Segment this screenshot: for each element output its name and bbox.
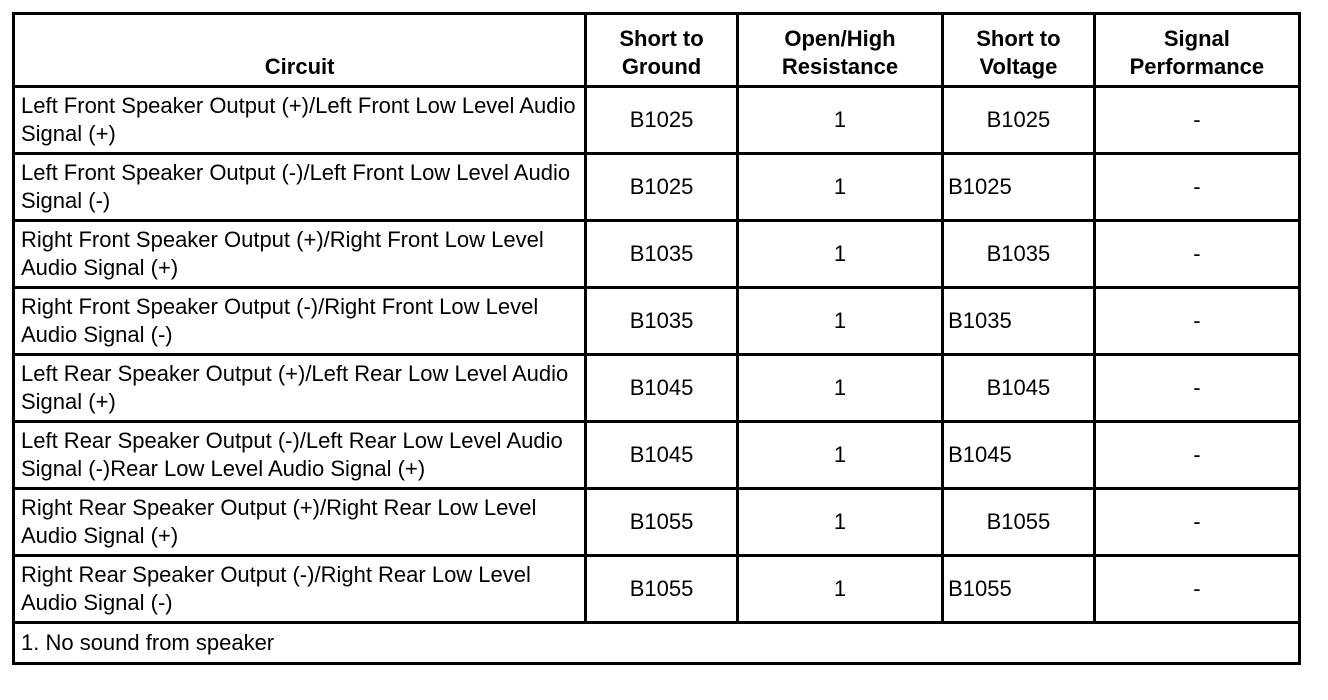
header-signal-performance: Signal Performance (1094, 14, 1299, 87)
short-to-ground-cell: B1055 (586, 489, 738, 556)
open-high-resistance-cell: 1 (737, 288, 942, 355)
circuit-cell: Left Front Speaker Output (-)/Left Front Low Level Audio Signal (-) (14, 154, 586, 221)
table-row (14, 288, 1300, 355)
table-row (14, 355, 1300, 422)
open-high-resistance-cell: 1 (737, 355, 942, 422)
footnote-text: 1. No sound from speaker (14, 623, 1300, 664)
signal-performance-cell: - (1094, 422, 1299, 489)
header-short-to-voltage: Short to Voltage (943, 14, 1095, 87)
short-to-voltage-cell: B1055 (943, 489, 1095, 556)
circuit-cell: Right Front Speaker Output (+)/Right Front Low Level Audio Signal (+) (14, 221, 586, 288)
table-row (14, 556, 1300, 623)
header-open-high-resistance: Open/High Resistance (737, 14, 942, 87)
circuit-cell: Right Front Speaker Output (-)/Right Front Low Level Audio Signal (-) (14, 288, 586, 355)
signal-performance-cell: - (1094, 355, 1299, 422)
short-to-ground-cell: B1025 (586, 87, 738, 154)
short-to-voltage-cell: B1025 (943, 87, 1095, 154)
dtc-circuit-table (12, 12, 1301, 665)
table-row (14, 221, 1300, 288)
signal-performance-cell: - (1094, 489, 1299, 556)
short-to-ground-cell: B1045 (586, 422, 738, 489)
open-high-resistance-cell: 1 (737, 422, 942, 489)
header-circuit: Circuit (14, 14, 586, 87)
open-high-resistance-cell: 1 (737, 87, 942, 154)
circuit-cell: Right Rear Speaker Output (-)/Right Rear Low Level Audio Signal (-) (14, 556, 586, 623)
circuit-cell: Left Rear Speaker Output (+)/Left Rear Low Level Audio Signal (+) (14, 355, 586, 422)
short-to-voltage-cell: B1055 (943, 556, 1095, 623)
header-row (14, 14, 1300, 87)
table-body (14, 87, 1300, 664)
short-to-voltage-cell: B1035 (943, 221, 1095, 288)
open-high-resistance-cell: 1 (737, 154, 942, 221)
short-to-ground-cell: B1055 (586, 556, 738, 623)
short-to-voltage-cell: B1035 (943, 288, 1095, 355)
open-high-resistance-cell: 1 (737, 489, 942, 556)
signal-performance-cell: - (1094, 288, 1299, 355)
short-to-ground-cell: B1045 (586, 355, 738, 422)
table-row (14, 154, 1300, 221)
table-row (14, 489, 1300, 556)
short-to-voltage-cell: B1025 (943, 154, 1095, 221)
table-row (14, 422, 1300, 489)
short-to-voltage-cell: B1045 (943, 355, 1095, 422)
signal-performance-cell: - (1094, 87, 1299, 154)
short-to-ground-cell: B1035 (586, 221, 738, 288)
short-to-ground-cell: B1035 (586, 288, 738, 355)
open-high-resistance-cell: 1 (737, 556, 942, 623)
circuit-cell: Right Rear Speaker Output (+)/Right Rear Low Level Audio Signal (+) (14, 489, 586, 556)
table-row (14, 87, 1300, 154)
open-high-resistance-cell: 1 (737, 221, 942, 288)
circuit-cell: Left Rear Speaker Output (-)/Left Rear Low Level Audio Signal (-)Rear Low Level Audio Signal (+) (14, 422, 586, 489)
signal-performance-cell: - (1094, 154, 1299, 221)
circuit-cell: Left Front Speaker Output (+)/Left Front Low Level Audio Signal (+) (14, 87, 586, 154)
signal-performance-cell: - (1094, 221, 1299, 288)
short-to-voltage-cell: B1045 (943, 422, 1095, 489)
signal-performance-cell: - (1094, 556, 1299, 623)
header-short-to-ground: Short to Ground (586, 14, 738, 87)
footnote-row (14, 623, 1300, 664)
short-to-ground-cell: B1025 (586, 154, 738, 221)
